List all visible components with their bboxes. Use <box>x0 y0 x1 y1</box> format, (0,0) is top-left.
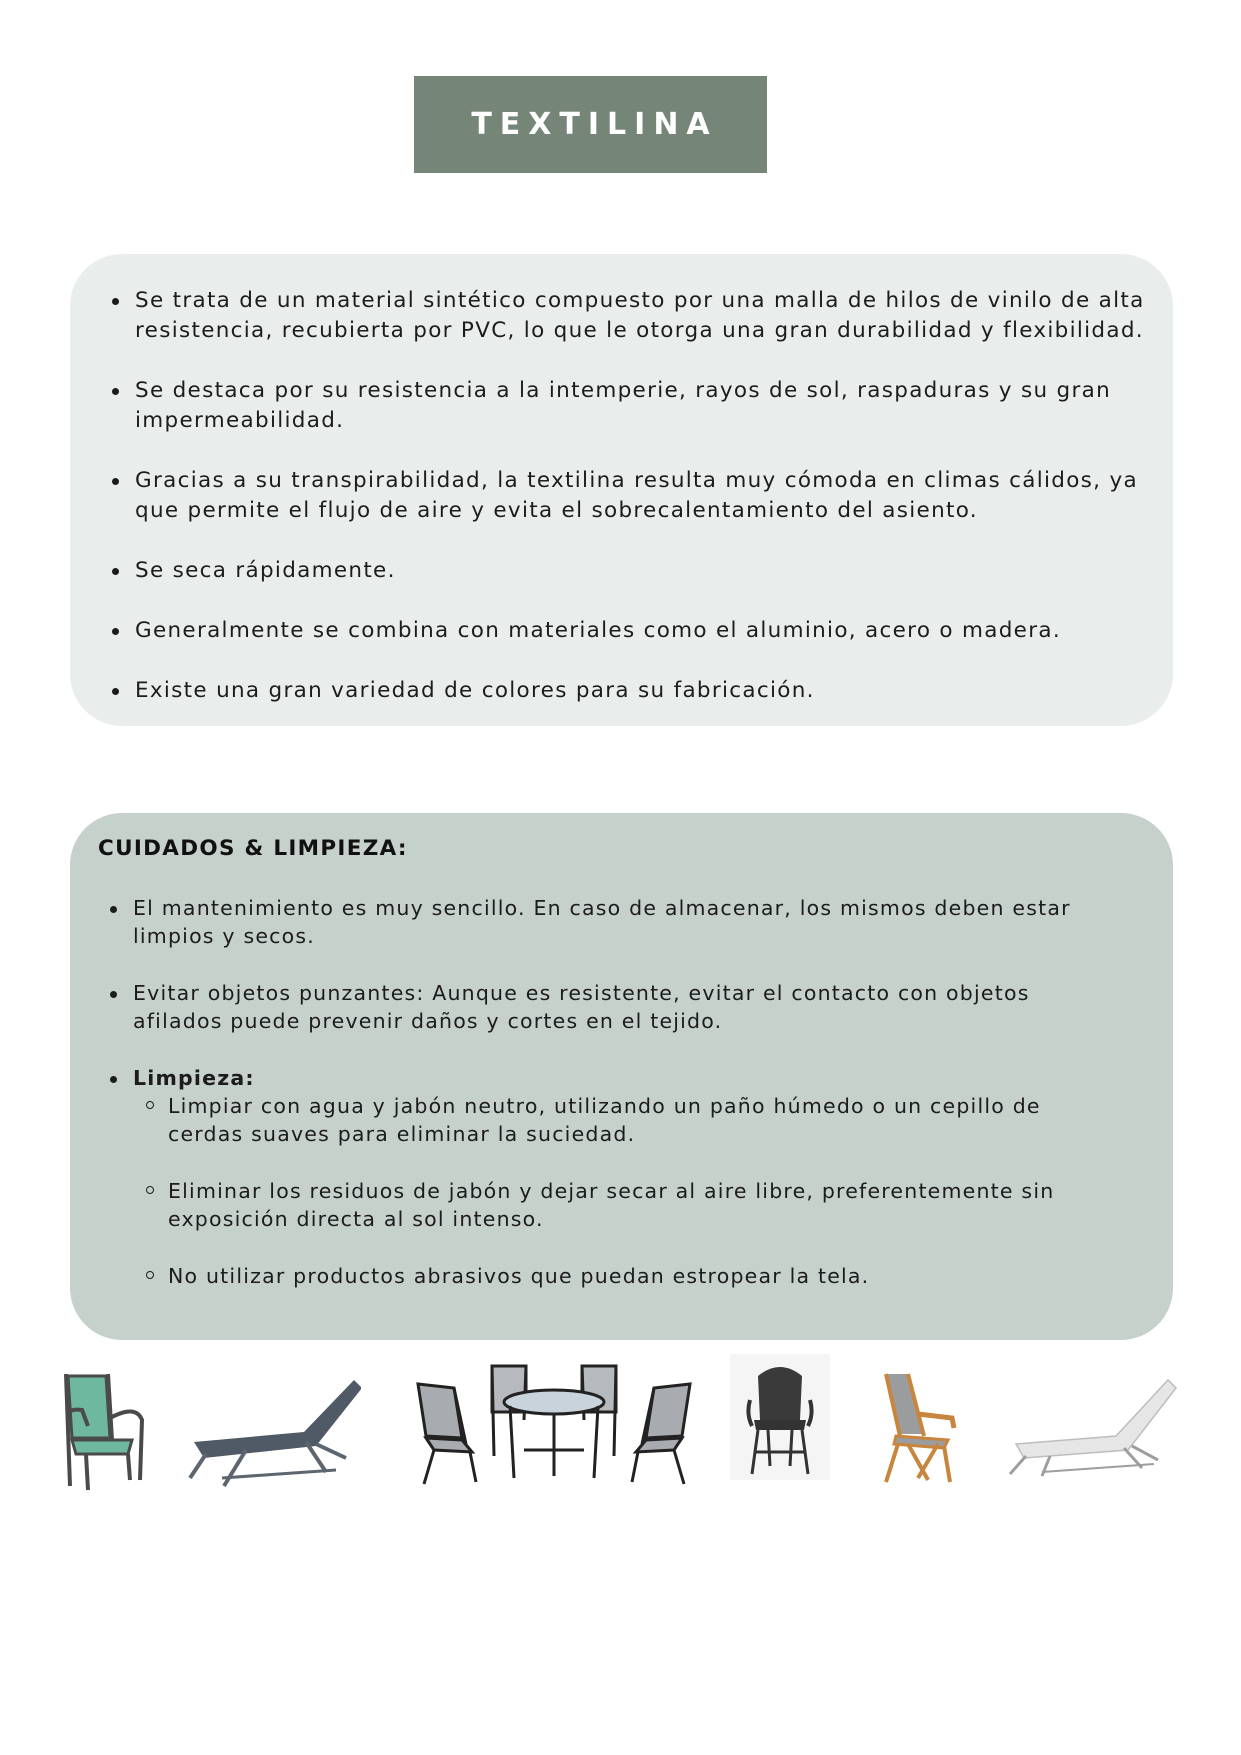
list-item: Gracias a su transpirabilidad, la textilina resulta muy cómoda en climas cálidos, ya que permite el flujo de aire y evita el sobrecalentamiento del asiento. <box>135 466 1145 526</box>
cleaning-label: Limpieza: <box>133 1066 255 1090</box>
cleaning-steps <box>133 1092 1093 1290</box>
page-title: TEXTILINA <box>471 107 718 142</box>
list-item: Generalmente se combina con materiales como el aluminio, acero o madera. <box>135 616 1145 646</box>
care-list <box>133 894 1093 1319</box>
features-panel <box>70 254 1173 726</box>
list-item: El mantenimiento es muy sencillo. En caso de almacenar, los mismos deben estar limpios y secos. <box>133 894 1093 950</box>
list-item: Se seca rápidamente. <box>135 556 1145 586</box>
wooden-reclining-chair-icon <box>878 1370 962 1486</box>
cleaning-item <box>133 1064 1093 1290</box>
list-item: No utilizar productos abrasivos que puedan estropear la tela. <box>168 1262 1093 1290</box>
care-heading: CUIDADOS & LIMPIEZA: <box>98 836 408 861</box>
list-item: Se trata de un material sintético compuesto por una malla de hilos de vinilo de alta resistencia, recubierta por PVC, lo que le otorga una gran durabilidad y flexibilidad. <box>135 286 1145 346</box>
list-item: Existe una gran variedad de colores para su fabricación. <box>135 676 1145 706</box>
list-item: Se destaca por su resistencia a la intemperie, rayos de sol, raspaduras y su gran impermeabilidad. <box>135 376 1145 436</box>
title-banner <box>414 76 767 173</box>
product-gallery <box>0 1360 1241 1520</box>
black-bistro-chair-icon <box>730 1354 830 1480</box>
patio-dining-set-icon <box>414 1360 694 1488</box>
features-list <box>135 286 1145 706</box>
list-item: Eliminar los residuos de jabón y dejar secar al aire libre, preferentemente sin exposición directa al sol intenso. <box>168 1177 1093 1233</box>
grey-sun-lounger-icon <box>186 1374 361 1489</box>
list-item: Evitar objetos punzantes: Aunque es resistente, evitar el contacto con objetos afilados puede prevenir daños y cortes en el tejido. <box>133 979 1093 1035</box>
white-sun-lounger-icon <box>1002 1374 1178 1480</box>
list-item: Limpiar con agua y jabón neutro, utilizando un paño húmedo o un cepillo de cerdas suaves para eliminar la suciedad. <box>168 1092 1093 1148</box>
care-panel <box>70 813 1173 1340</box>
green-stacking-chair-icon <box>58 1368 148 1493</box>
